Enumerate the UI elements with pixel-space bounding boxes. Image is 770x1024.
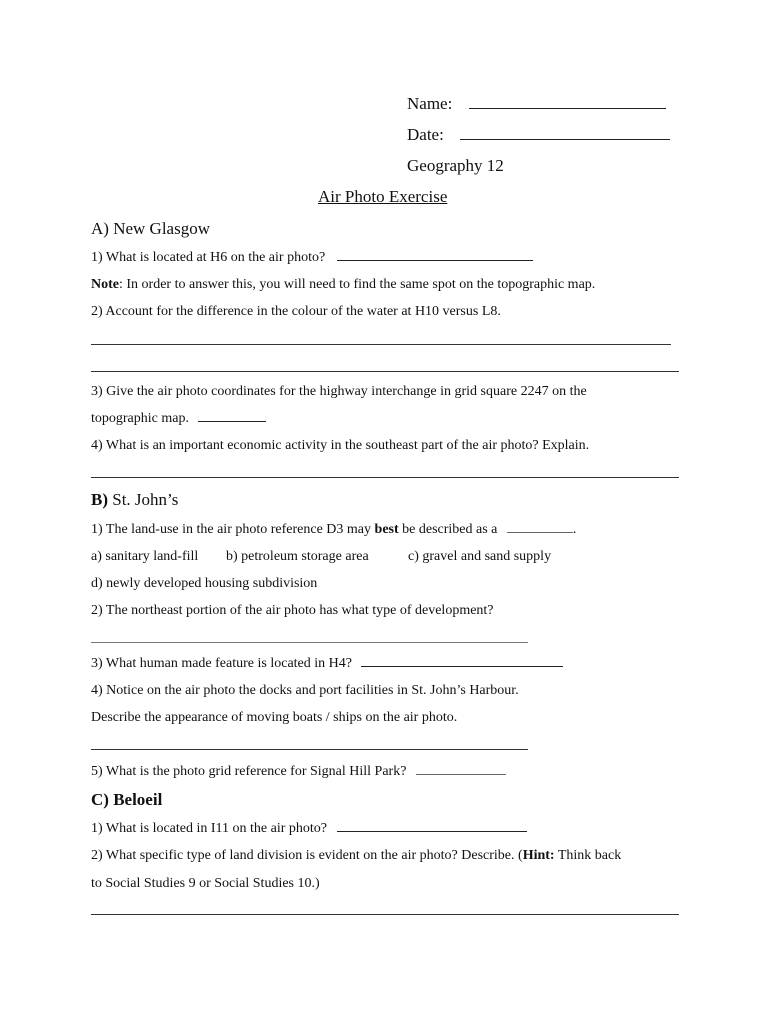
question-a1-text: 1) What is located at H6 on the air photo? bbox=[91, 250, 326, 265]
option-a: a) sanitary land-fill bbox=[91, 549, 199, 564]
note-label: Note bbox=[91, 277, 119, 292]
question-b5-text: 5) What is the photo grid reference for Signal Hill Park? bbox=[91, 764, 407, 779]
answer-a2-line-1[interactable] bbox=[91, 344, 671, 345]
question-a4: 4) What is an important economic activity in the southeast part of the air photo? Explain. bbox=[91, 438, 590, 453]
answer-b4-line[interactable] bbox=[91, 749, 528, 750]
question-c2-pre: 2) What specific type of land division is evident on the air photo? Describe. ( bbox=[91, 848, 523, 863]
question-c2-line1 bbox=[91, 848, 621, 864]
question-b4-line1: 4) Notice on the air photo the docks and port facilities in St. John’s Harbour. bbox=[91, 683, 519, 698]
question-b1-pre: 1) The land-use in the air photo reference D3 may bbox=[91, 522, 375, 537]
option-c: c) gravel and sand supply bbox=[408, 549, 552, 564]
answer-a2-line-2[interactable] bbox=[91, 371, 679, 372]
answer-a3-blank[interactable] bbox=[198, 420, 266, 422]
question-c2-hint: Hint: bbox=[522, 848, 555, 863]
answer-a4-line[interactable] bbox=[91, 477, 679, 478]
answer-a1-blank[interactable] bbox=[337, 259, 533, 261]
question-b1-bold: best bbox=[374, 522, 399, 537]
answer-b3-blank[interactable] bbox=[361, 665, 563, 667]
name-blank[interactable] bbox=[469, 107, 666, 109]
date-label: Date: bbox=[407, 125, 444, 144]
question-a1 bbox=[91, 250, 533, 266]
question-b5 bbox=[91, 764, 506, 780]
option-d: d) newly developed housing subdivision bbox=[91, 576, 318, 591]
question-a3-line1: 3) Give the air photo coordinates for the highway interchange in grid square 2247 on the bbox=[91, 384, 587, 399]
question-b1-post: be described as a bbox=[398, 522, 498, 537]
question-b3-text: 3) What human made feature is located in H4? bbox=[91, 656, 352, 671]
section-c-heading: C) Beloeil bbox=[91, 790, 163, 809]
question-c2-line2: to Social Studies 9 or Social Studies 10.) bbox=[91, 876, 320, 891]
section-b-title: St. John’s bbox=[108, 490, 179, 509]
section-b-letter: B) bbox=[91, 490, 108, 509]
question-a3-text: topographic map. bbox=[91, 411, 189, 426]
question-b1 bbox=[91, 522, 576, 538]
question-c2-post: Think back bbox=[554, 848, 622, 863]
name-label: Name: bbox=[407, 94, 453, 113]
answer-c1-blank[interactable] bbox=[337, 830, 527, 832]
question-a3-line2 bbox=[91, 411, 266, 427]
date-blank[interactable] bbox=[460, 138, 670, 140]
section-b-heading bbox=[91, 490, 178, 510]
course-label: Geography 12 bbox=[407, 156, 504, 175]
question-a2: 2) Account for the difference in the colour of the water at H10 versus L8. bbox=[91, 304, 501, 319]
answer-c2-line[interactable] bbox=[91, 914, 679, 915]
answer-b1-blank[interactable] bbox=[507, 531, 573, 533]
question-c1-text: 1) What is located in I11 on the air photo? bbox=[91, 821, 327, 836]
section-a-heading: A) New Glasgow bbox=[91, 219, 210, 238]
note-line bbox=[91, 277, 595, 293]
question-b2: 2) The northeast portion of the air photo has what type of development? bbox=[91, 603, 494, 618]
option-b: b) petroleum storage area bbox=[226, 549, 369, 564]
answer-b5-blank[interactable] bbox=[416, 773, 506, 775]
name-field-row bbox=[407, 94, 666, 114]
question-b3 bbox=[91, 656, 563, 672]
page-title: Air Photo Exercise bbox=[318, 187, 448, 206]
question-b1-end: . bbox=[572, 522, 577, 537]
question-b4-line2: Describe the appearance of moving boats / ships on the air photo. bbox=[91, 710, 458, 725]
answer-b2-line[interactable] bbox=[91, 642, 528, 643]
date-field-row bbox=[407, 125, 670, 145]
note-text: : In order to answer this, you will need to find the same spot on the topographic map. bbox=[119, 277, 596, 292]
question-c1 bbox=[91, 821, 527, 837]
